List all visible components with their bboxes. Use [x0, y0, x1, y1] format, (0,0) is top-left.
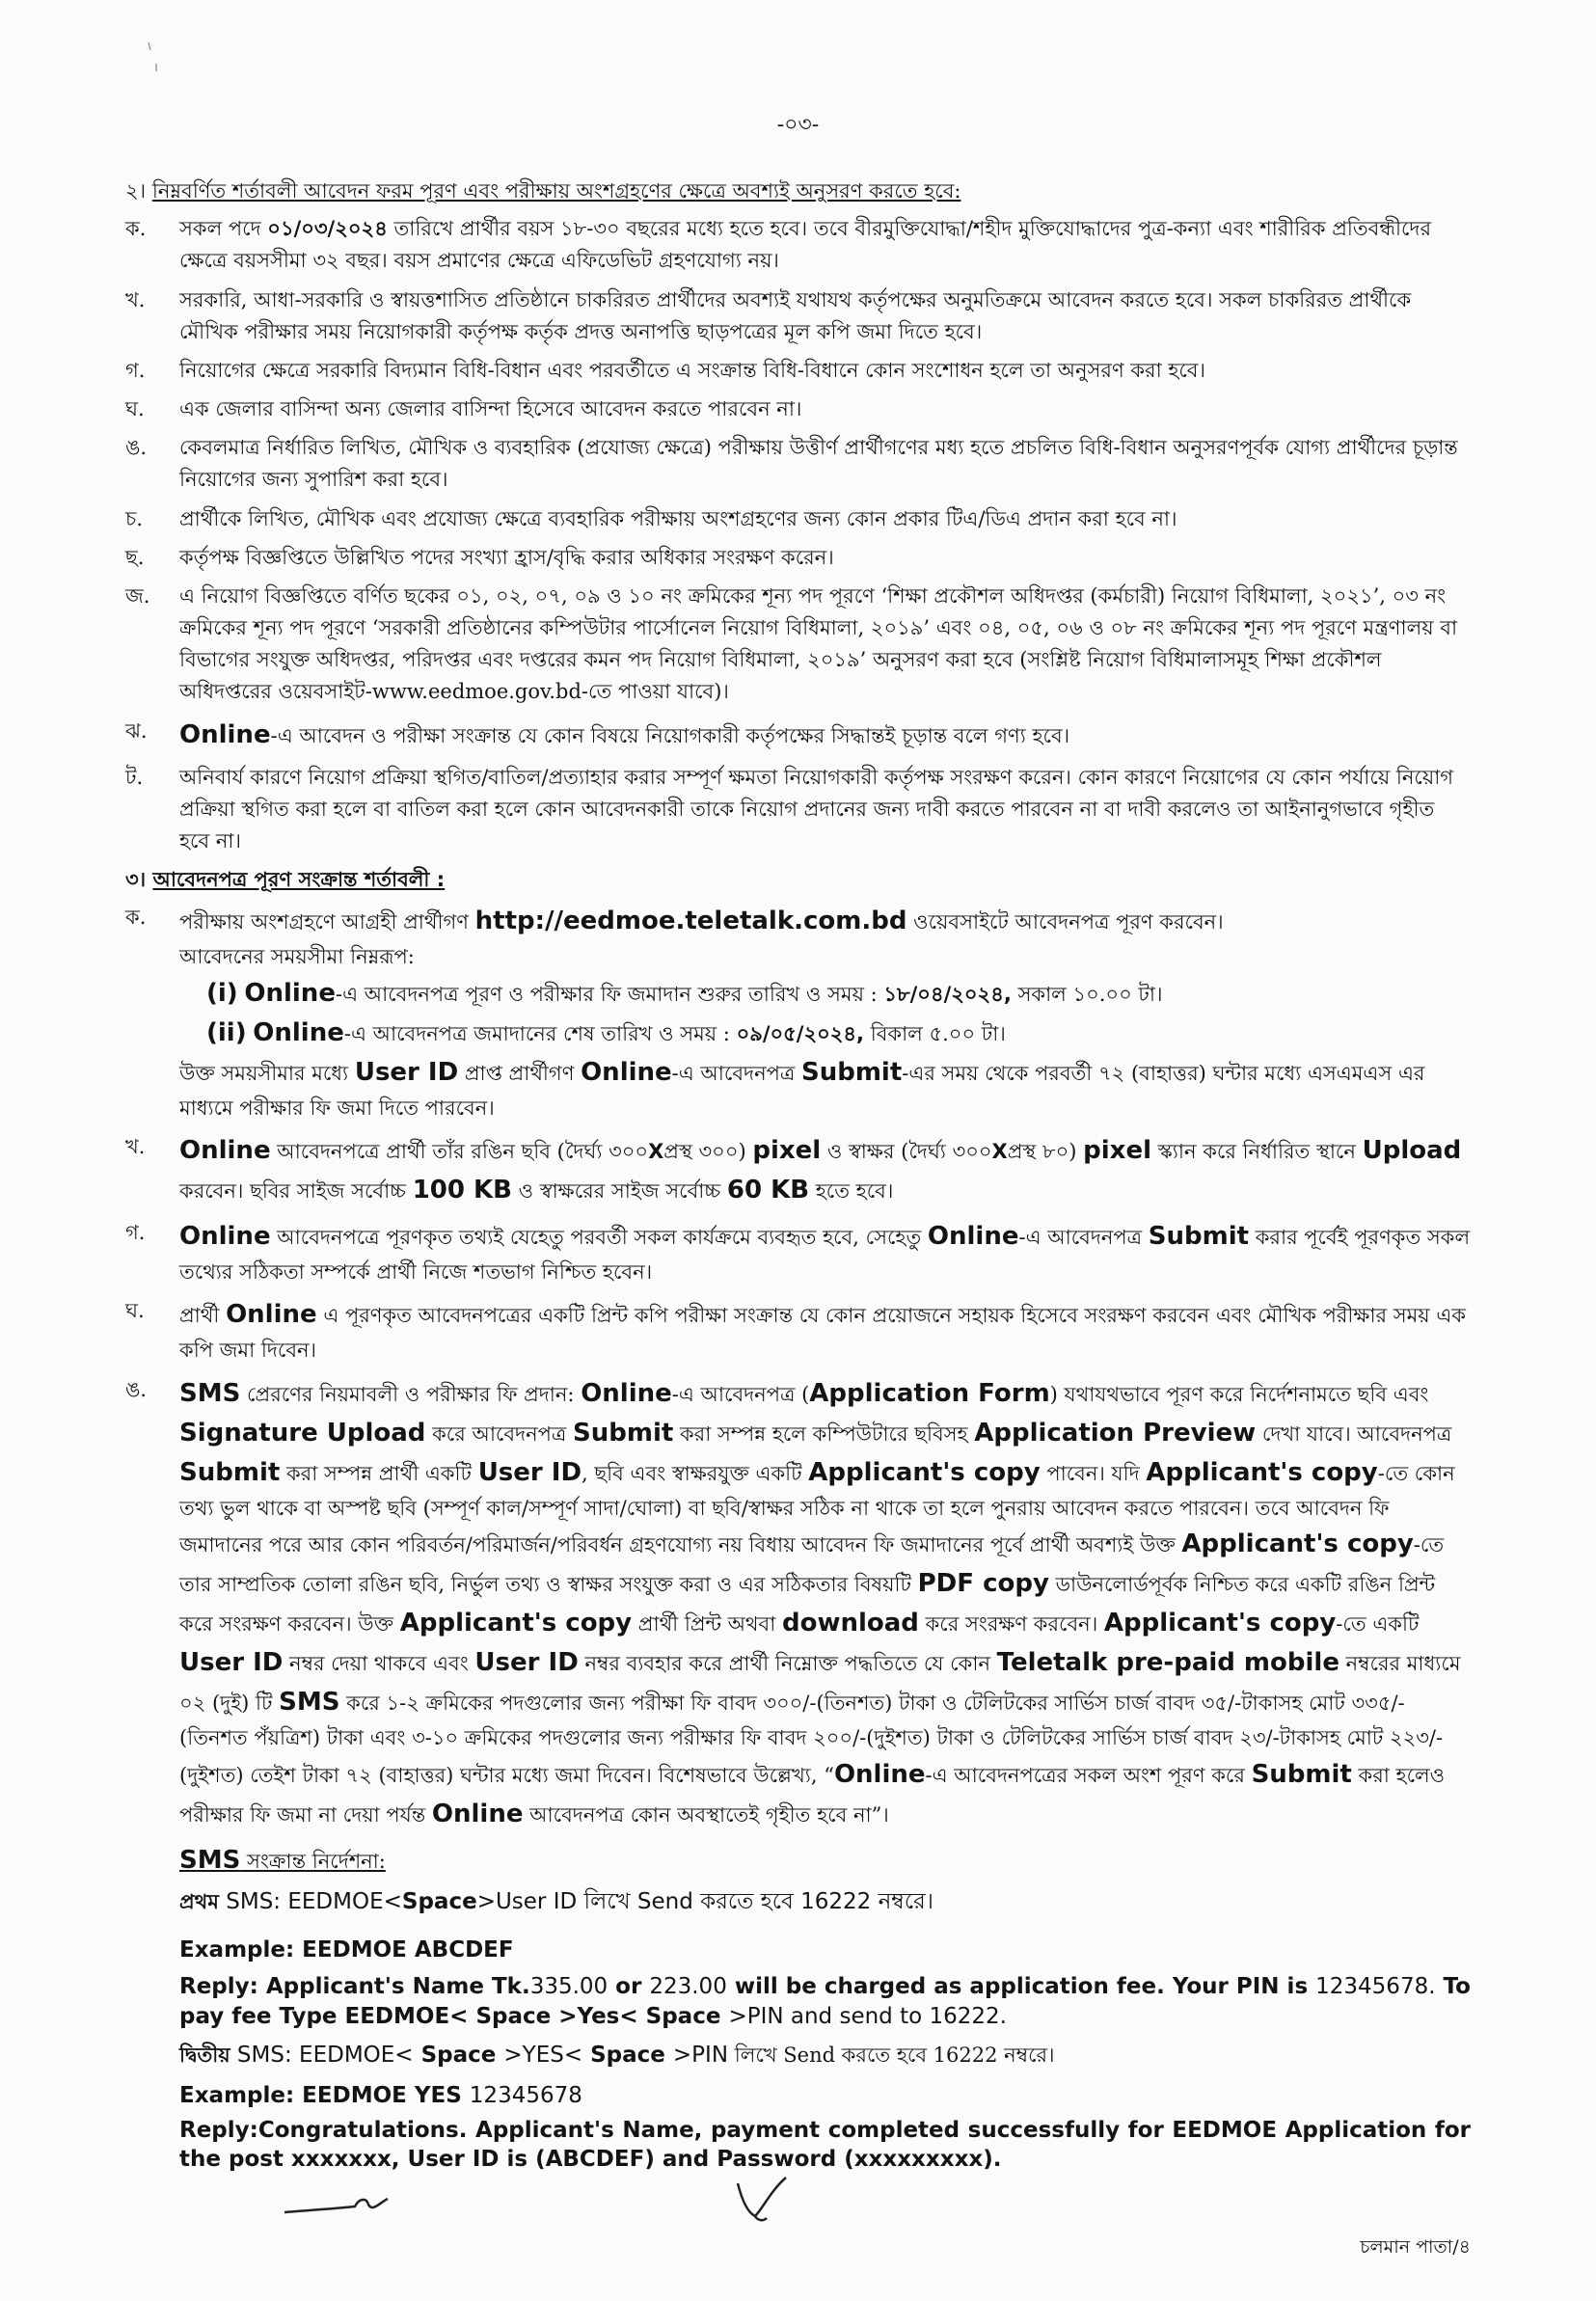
paragraph-text: -এ আবেদনপত্র ( [671, 1382, 810, 1406]
list-item [125, 581, 1471, 709]
reply-text: Reply:Congratulations. Applicant's Name, payment completed successfully for EEDMOE Application for the post xxxxxxx, User ID is (ABCDEF) and Password (xxxxxxxxx). [179, 2118, 1471, 2173]
item-text: -এ আবেদন ও পরীক্ষা সংক্রান্ত যে কোন বিষয়ে নিয়োগকারী কর্তৃপক্ষের সিদ্ধান্তই চূড়ান্ত বলে গণ্য হবে। [270, 723, 1070, 747]
item-text: ওয়েবসাইটে আবেদনপত্র পূরণ করবেন। [906, 910, 1224, 934]
space-word: Space [582, 2042, 673, 2068]
submit-word: Submit [1148, 1222, 1250, 1252]
paragraph-text: -তে একটি [1336, 1612, 1420, 1637]
paragraph-text: করে আবেদনপত্র [425, 1421, 573, 1446]
sms-reply-1 [125, 1972, 1471, 2032]
bold-term: download [781, 1609, 919, 1638]
bold-term: Applicant's copy [1181, 1529, 1414, 1559]
first-label: প্রথম [179, 1889, 219, 1913]
item-label: ঙ. [125, 436, 148, 460]
sms-format: >YES< [503, 2042, 583, 2068]
list-item-kha [125, 1131, 1471, 1210]
note-bold: Online [581, 1057, 672, 1087]
section-3-number: ৩। [125, 868, 147, 892]
sms-fee-instructions [179, 1378, 1461, 1828]
space-word: Space [413, 2042, 504, 2068]
item-text: এ নিয়োগ বিজ্ঞপ্তিতে বর্ণিত ছকের ০১, ০২, ০৭, ০৯ ও ১০ নং ক্রমিকের শূন্য পদ পূরণে ‘শিক্ষা প্রকৌশল অধিদপ্তর (কর্মচারী) নিয়োগ বিধিমালা, ২০২১’, ০৩ নং ক্রমিকের শূন্য পদ পূরণে ‘সরকারী প্রতিষ্ঠানের কম্পিউটার পার্সোনেল নিয়োগ বিধিমালা, ২০১৯’ এবং ০৪, ০৫, ০৬ ও ০৮ নং ক্রমিকের শূন্য পদ পূরণে মন্ত্রণালয় বা বিভাগের সংযুক্ত অধিদপ্তর, পরিদপ্তর এবং দপ্তরের কমন পদ নিয়োগ বিধিমালা, ২০১৯’ অনুসরণ করা হবে (সংশ্লিষ্ট নিয়োগ বিধিমালাসমূহ শিক্ষা প্রকৌশল অধিদপ্তরের ওয়েবসাইট-www.eedmoe.gov.bd-তে পাওয়া যাবে)। [179, 583, 1458, 704]
online-word: Online [244, 978, 336, 1008]
list-item-ga [125, 1217, 1471, 1288]
item-text: প্রার্থী [179, 1304, 227, 1328]
reply-amount: 335.00 [529, 1973, 609, 1999]
signature-2-icon [728, 2170, 796, 2228]
paragraph-text: , ছবি এবং স্বাক্ষরযুক্ত একটি [582, 1461, 809, 1485]
item-label: ক. [125, 217, 147, 241]
sms-format: SMS: EEDMOE< [218, 1888, 402, 1914]
reply-text: >PIN and send to 16222. [728, 2003, 1007, 2029]
list-item [125, 762, 1471, 858]
item-text: কর্তৃপক্ষ বিজ্ঞপ্তিতে উল্লিখিত পদের সংখ্যা হ্রাস/বৃদ্ধি করার অধিকার সংরক্ষণ করেন। [179, 545, 834, 569]
times-sign: X [648, 1140, 664, 1163]
note-bold: User ID [354, 1057, 459, 1087]
paragraph-text: প্রার্থী প্রিন্ট অথবা [632, 1612, 782, 1637]
bold-term: Signature Upload [179, 1418, 426, 1448]
page-number: -০৩- [776, 113, 820, 137]
bold-term: Applicant's copy [399, 1609, 633, 1638]
section-2-heading [125, 176, 1471, 207]
item-label: চ. [125, 506, 144, 530]
list-item [125, 393, 1471, 425]
second-label: দ্বিতীয় [179, 2043, 230, 2067]
list-item-ka [125, 902, 1471, 1124]
times-sign: X [991, 1140, 1008, 1163]
bold-term: SMS [279, 1688, 340, 1718]
paragraph-text: ডাউনলোর্ডপূর্বক নিশ্চিত করে একটি রঙিন প্রিন্ট করে সংরক্ষণ করবেন। উক্ত [179, 1573, 1436, 1637]
sms-format: >PIN [672, 2042, 729, 2068]
reply-text: To pay fee Type EEDMOE< [179, 1973, 1471, 2029]
start-date: ১৮/০৪/২০২৪, [883, 982, 1012, 1006]
list-item [125, 503, 1471, 535]
item-label: খ. [125, 287, 146, 311]
note-text: প্রাপ্ত প্রার্থীগণ [458, 1061, 582, 1085]
sms-first [125, 1884, 1471, 1919]
note-bold: Submit [800, 1057, 903, 1087]
online-word: Online [179, 1222, 271, 1252]
item-text: আবেদনপত্রে প্রার্থী তাঁর রঙিন ছবি (দৈর্ঘ্য ৩০০ [270, 1140, 649, 1163]
list-item [125, 432, 1471, 496]
continuation-note: চলমান পাতা/৪ [1360, 2236, 1471, 2258]
upload-word: Upload [1362, 1136, 1462, 1165]
start-time: সকাল ১০.০০ টা। [1011, 982, 1163, 1006]
paragraph-text: করে ১-২ ক্রমিকের পদগুলোর জন্য পরীক্ষা ফি বাবদ ৩০০/-(তিনশত) টাকা ও টেলিটকের সার্ভিস চার্জ বাবদ ৩৫/-টাকাসহ মোট ৩৩৫/-(তিনশত পঁয়ত্রিশ) টাকা এবং ৩-১০ ক্রমিকের পদগুলোর জন্য পরীক্ষার ফি বাবদ ২০০/-(দুইশত) টাকা ও টেলিটকের সার্ভিস চার্জ বাবদ ২৩/-টাকাসহ মোট ২২৩/-(দুইশত) তেইশ টাকা ৭২ (বাহাত্তর) ঘন্টার মধ্যে জমা দিবেন। বিশেষভাবে উল্লেখ্য, “ [179, 1692, 1444, 1787]
sms-format: SMS: EEDMOE< [230, 2042, 414, 2068]
item-text: করবেন। ছবির সাইজ সর্বোচ্চ [179, 1179, 413, 1204]
sms-format: লিখে Send করতে হবে 16222 নম্বরে। [728, 2043, 1055, 2067]
paragraph-text: আবেদনপত্র কোন অবস্থাতেই গৃহীত হবে না”। [523, 1802, 889, 1827]
paragraph-text: করা সম্পন্ন হলে কম্পিউটারে ছবিসহ [673, 1421, 975, 1446]
sub-number: (i) [206, 978, 238, 1008]
bold-term: Submit [1251, 1759, 1352, 1789]
paragraph-text: ) যথাযথভাবে পূরণ করে নির্দেশনামতে ছবি এবং [1049, 1382, 1429, 1406]
list-item [125, 716, 1471, 755]
document-body [125, 176, 1471, 2179]
paragraph-text: করা সম্পন্ন প্রার্থী একটি [280, 1461, 478, 1485]
item-text: প্রার্থীকে লিখিত, মৌখিক এবং প্রযোজ্য ক্ষেত্রে ব্যবহারিক পরীক্ষায় অংশগ্রহণের জন্য কোন প্রকার টিএ/ডিএ প্রদান করা হবে না। [179, 506, 1177, 530]
list-item-gha [125, 1295, 1471, 1367]
item-label: ঝ. [125, 718, 148, 743]
list-item [125, 213, 1471, 277]
section-3-heading [125, 864, 1471, 896]
bold-term: User ID [474, 1648, 579, 1678]
item-label: ঙ. [125, 1377, 148, 1401]
paragraph-text: পাবেন। যদি [1040, 1461, 1147, 1485]
note-text: -এর সময় থেকে পরবর্তী ৭২ (বাহাত্তর) ঘন্টার মধ্যে এসএমএস এর মাধ্যমে পরীক্ষার ফি জমা দিতে পারবেন। [179, 1061, 1425, 1120]
note-text: উক্ত সময়সীমার মধ্যে [179, 1061, 355, 1085]
item-text: সকল পদে [179, 217, 268, 241]
space-word: Space [468, 2003, 559, 2029]
bold-term: Applicant's copy [808, 1457, 1041, 1487]
sms-second [125, 2038, 1471, 2072]
example-text: Example: EEDMOE YES [179, 2082, 470, 2108]
paragraph-text: -এ আবেদনপত্রের সকল অংশ পূরণ করে [925, 1763, 1252, 1787]
end-date: ০৯/০৫/২০২৪, [736, 1021, 865, 1045]
application-url: http://eedmoe.teletalk.com.bd [474, 907, 907, 936]
section-3-title: আবেদনপত্র পূরণ সংক্রান্ত শর্তাবলী : [152, 868, 446, 892]
item-text: -এ আবেদনপত্র [1018, 1226, 1149, 1250]
space-word: Space [637, 2003, 729, 2029]
section-2-number: ২। [125, 179, 147, 203]
end-time: বিকাল ৫.০০ টা। [864, 1021, 1006, 1045]
item-bold: Online [179, 719, 271, 749]
paragraph-text: নম্বর দেয়া থাকবে এবং [283, 1652, 475, 1676]
bold-term: Teletalk pre-paid mobile [996, 1648, 1339, 1678]
section-2-title: নিম্নবর্ণিত শর্তাবলী আবেদন ফরম পূরণ এবং পরীক্ষায় অংশগ্রহণের ক্ষেত্রে অবশ্যই অনুসরণ করতে হবে: [151, 179, 961, 203]
deadline-start [179, 974, 1471, 1014]
item-label: ট. [125, 765, 144, 789]
deadline-intro: আবেদনের সময়সীমা নিম্নরূপ: [179, 945, 415, 969]
paragraph-text: -তে কোন তথ্য ভুল থাকে বা অস্পষ্ট ছবি (সম্পূর্ণ কাল/সম্পূর্ণ সাদা/ঘোলা) বা ছবি/স্বাক্ষর সঠিক না থাকে তা হলে পুনরায় আবেদন করতে পারবেন। তবে আবেদন ফি জমাদানের পরে আর কোন পরিবর্তন/পরিমার্জন/পরিবর্ধন গ্রহণযোগ্য নয় বিধায় আবেদন ফি জমাদানের পূর্বে প্রার্থী অবশ্যই উক্ত [179, 1461, 1455, 1557]
item-text: প্রস্থ ৩০০) [663, 1140, 753, 1163]
item-label: জ. [125, 583, 150, 608]
paragraph-text: করে সংরক্ষণ করবেন। [918, 1612, 1104, 1637]
bold-term: Online [833, 1759, 926, 1789]
paragraph-text: করা হলেও পরীক্ষার ফি জমা না দেয়া পর্যন্ত [179, 1763, 1446, 1827]
sms-example-2 [125, 2078, 1471, 2113]
list-item [125, 355, 1471, 387]
item-text: এক জেলার বাসিন্দা অন্য জেলার বাসিন্দা হিসেবে আবেদন করতে পারবেন না। [179, 397, 802, 421]
signature-1-icon [280, 2187, 395, 2226]
bold-term: Submit [179, 1457, 281, 1487]
paragraph-text: -তে তার সাম্প্রতিক তোলা রঙিন ছবি, নির্ভুল তথ্য ও স্বাক্ষর সংযুক্ত করা ও এর সঠিকতার বিষয়টি [179, 1533, 1445, 1597]
sub-text: -এ আবেদনপত্র জমাদানের শেষ তারিখ ও সময় : [343, 1021, 737, 1045]
sms-format: >User ID লিখে Send করতে হবে 16222 নম্বরে। [476, 1888, 933, 1914]
list-item [125, 542, 1471, 574]
pixel-word: pixel [752, 1136, 822, 1165]
bold-term: User ID [477, 1457, 582, 1487]
paragraph-text: নম্বর ব্যবহার করে প্রার্থী নিম্নোক্ত পদ্ধতিতে যে কোন [578, 1652, 997, 1676]
signature-size: 60 KB [726, 1176, 810, 1205]
list-item [125, 284, 1471, 348]
scan-mark-icon [145, 39, 164, 77]
sub-text: -এ আবেদনপত্র পূরণ ও পরীক্ষার ফি জমাদান শুরুর তারিখ ও সময় : [335, 982, 884, 1006]
item-text: আবেদনপত্রে পূরণকৃত তথ্যই যেহেতু পরবর্তী সকল কার্যক্রমে ব্যবহৃত হবে, সেহেতু [270, 1226, 928, 1250]
paragraph-text: নম্বরের মাধ্যমে ০২ (দুই) টি [179, 1652, 1461, 1716]
item-text: স্ক্যান করে নির্ধারিত স্থানে [1151, 1140, 1363, 1163]
online-word: Online [179, 1136, 271, 1165]
item-text: করার পূর্বেই পূরণকৃত সকল তথ্যের সঠিকতা সম্পর্কে প্রার্থী নিজে শতভাগ নিশ্চিত হবেন। [179, 1226, 1471, 1285]
online-word: Online [927, 1222, 1019, 1252]
example-pin: 12345678 [469, 2082, 582, 2108]
bold-term: Applicant's copy [1103, 1609, 1337, 1638]
bold-term: Online [431, 1799, 524, 1828]
item-label: খ. [125, 1135, 146, 1158]
fee-note [179, 1053, 1471, 1124]
sms-reply-2 [125, 2117, 1471, 2175]
reply-text: >Yes< [558, 2003, 638, 2029]
item-text: তারিখে প্রার্থীর বয়স ১৮-৩০ বছরের মধ্যে হতে হবে। তবে বীরমুক্তিযোদ্ধা/শহীদ মুক্তিযোদ্ধাদের পুত্র-কন্যা এবং শারীরিক প্রতিবন্ধীদের ক্ষেত্রে বয়সসীমা ৩২ বছর। বয়স প্রমাণের ক্ষেত্রে এফিডেভিট গ্রহণযোগ্য নয়। [179, 217, 1432, 273]
section-2-list [125, 213, 1471, 857]
item-text: অনিবার্য কারণে নিয়োগ প্রক্রিয়া স্থগিত/বাতিল/প্রত্যাহার করার সম্পূর্ণ ক্ষমতা নিয়োগকারী কর্তৃপক্ষ সংরক্ষণ করেন। কোন কারণে নিয়োগের যে কোন পর্যায়ে নিয়োগ প্রক্রিয়া স্থগিত করা হলে বা বাতিল করা হলে কোন আবেদনকারী তাকে নিয়োগ প্রদানের জন্য দাবী করতে পারবেন না বা দাবী করলেও তা আইনানুগভাবে গৃহীত হবে না। [179, 765, 1454, 853]
item-text: ও স্বাক্ষরের সাইজ সর্বোচ্চ [512, 1179, 727, 1204]
item-text: কেবলমাত্র নির্ধারিত লিখিত, মৌখিক ও ব্যবহারিক (প্রযোজ্য ক্ষেত্রে) পরীক্ষায় উত্তীর্ণ প্রার্থীগণের মধ্য হতে প্রচলিত বিধি-বিধান অনুসরণপূর্বক যোগ্য প্রার্থীদের চূড়ান্ত নিয়োগের জন্য সুপারিশ করা হবে। [179, 436, 1458, 492]
bold-term: PDF copy [917, 1569, 1049, 1599]
sms-heading [125, 1841, 1471, 1881]
list-item-uma [125, 1374, 1471, 1834]
bold-term: User ID [179, 1648, 284, 1678]
paragraph-text: প্রেরণের নিয়মাবলী ও পরীক্ষার ফি প্রদান: [240, 1382, 582, 1406]
space-word: Space [401, 1888, 477, 1914]
item-label: ক. [125, 906, 147, 930]
reply-pin: 12345678. [1315, 1973, 1436, 1999]
item-text: নিয়োগের ক্ষেত্রে সরকারি বিদ্যমান বিধি-বিধান এবং পরবর্তীতে এ সংক্রান্ত বিধি-বিধানে কোন সংশোধন হলে তা অনুসরণ করা হবে। [179, 358, 1206, 382]
reply-amount: 223.00 [649, 1973, 727, 1999]
item-bold: ০১/০৩/২০২৪ [267, 217, 388, 241]
photo-size: 100 KB [412, 1176, 512, 1205]
bold-term: Application Form [809, 1378, 1050, 1408]
deadline-end [179, 1014, 1471, 1053]
item-text: প্রস্থ ৮০) [1007, 1140, 1084, 1163]
item-label: গ. [125, 1221, 146, 1245]
reply-text: Reply: Applicant's Name Tk. [179, 1973, 530, 1999]
item-label: ছ. [125, 545, 145, 569]
item-text: সরকারি, আধা-সরকারি ও স্বায়ত্তশাসিত প্রতিষ্ঠানে চাকরিরত প্রার্থীদের অবশ্যই যথাযথ কর্তৃপক্ষের অনুমতিক্রমে আবেদন করতে হবে। সকল চাকরিরত প্রার্থীকে মৌখিক পরীক্ষার সময় নিয়োগকারী কর্তৃপক্ষ কর্তৃক প্রদত্ত অনাপত্তি ছাড়পত্রের মূল কপি জমা দিতে হবে। [179, 287, 1412, 343]
reply-text: or [608, 1973, 650, 1999]
item-text: এ পূরণকৃত আবেদনপত্রের একটি প্রিন্ট কপি পরীক্ষা সংক্রান্ত যে কোন প্রয়োজনে সহায়ক হিসেবে সংরক্ষণ করবেন এবং মৌখিক পরীক্ষার সময় এক কপি জমা দিবেন। [179, 1304, 1467, 1363]
item-label: গ. [125, 358, 146, 382]
item-text: ও স্বাক্ষর (দৈর্ঘ্য ৩০০ [821, 1140, 992, 1163]
sub-number: (ii) [206, 1017, 247, 1047]
bold-term: Application Preview [974, 1418, 1257, 1448]
pixel-word: pixel [1083, 1136, 1151, 1165]
reply-text: will be charged as application fee. Your PIN is [726, 1973, 1316, 1999]
item-label: ঘ. [125, 397, 145, 421]
bold-term: Applicant's copy [1146, 1457, 1378, 1487]
paragraph-text: দেখা যাবে। আবেদনপত্র [1256, 1421, 1452, 1446]
bold-term: Online [581, 1378, 672, 1408]
online-word: Online [226, 1300, 317, 1330]
online-word: Online [253, 1017, 344, 1047]
sms-example-1 [125, 1933, 1471, 1967]
bold-term: Submit [573, 1418, 674, 1448]
sms-word: SMS [179, 1845, 241, 1875]
item-text: হতে হবে। [809, 1179, 894, 1204]
bold-term: SMS [179, 1378, 241, 1408]
sms-heading-text: সংক্রান্ত নির্দেশনা: [240, 1849, 386, 1873]
item-label: ঘ. [125, 1299, 145, 1323]
example-text: Example: EEDMOE ABCDEF [179, 1937, 514, 1963]
item-text: পরীক্ষায় অংশগ্রহণে আগ্রহী প্রার্থীগণ [179, 910, 475, 934]
note-text: -এ আবেদনপত্র [671, 1061, 801, 1085]
